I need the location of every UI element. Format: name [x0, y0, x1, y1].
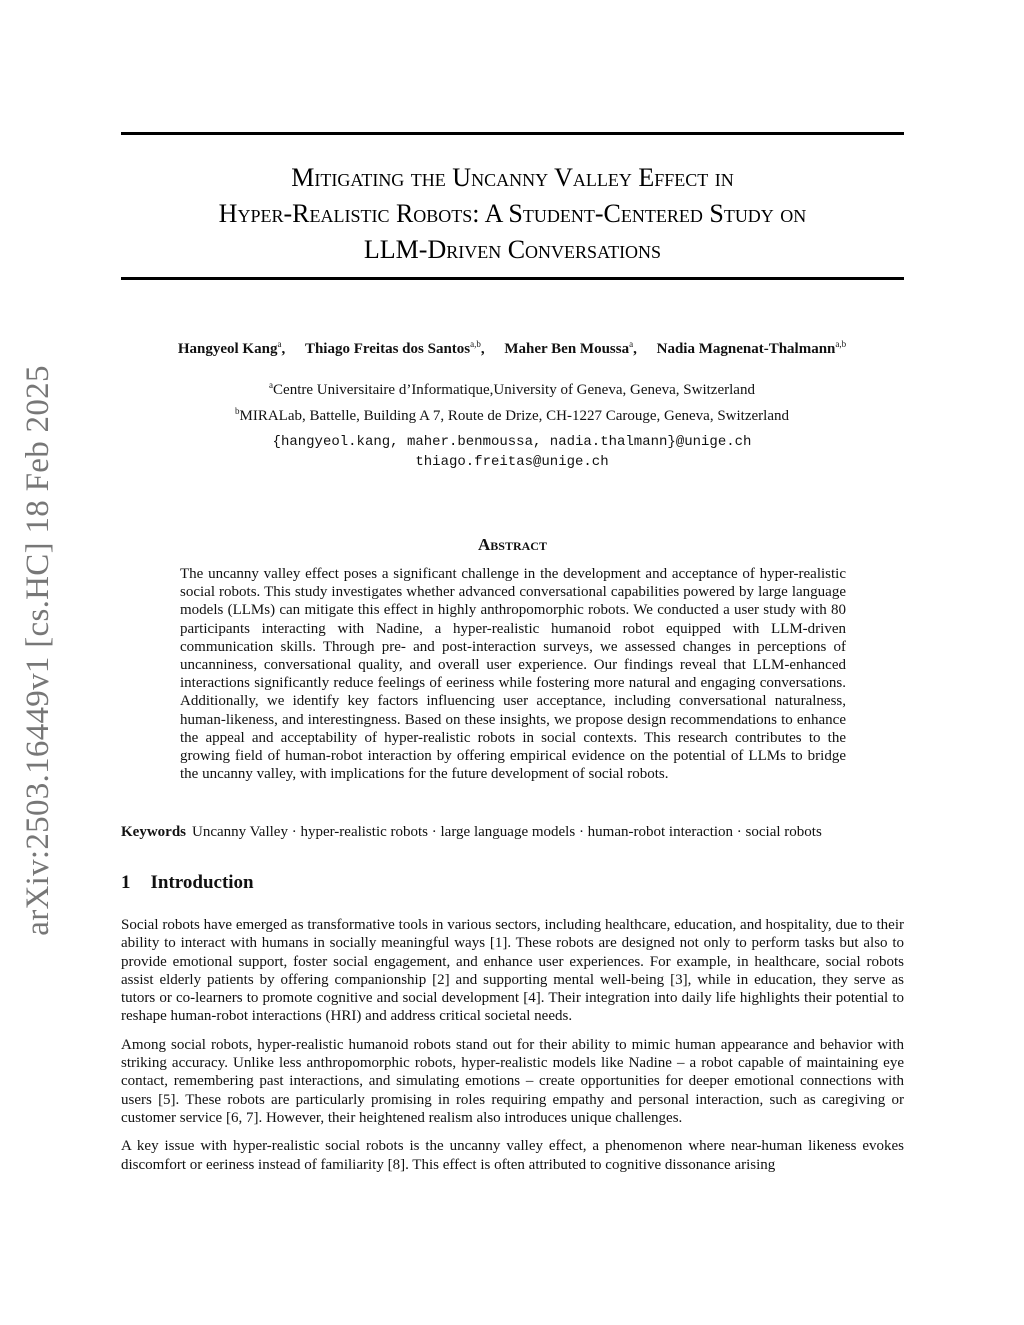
title-line-3: LLM-Driven Conversations [363, 235, 662, 264]
section-number: 1 [121, 872, 131, 893]
email-line-1: {hangyeol.kang, maher.benmoussa, nadia.thalmann}@unige.ch [272, 434, 752, 450]
author-affil-mark: a,b [835, 339, 847, 349]
body-text [121, 916, 904, 1184]
affiliation-mark: b [235, 406, 240, 416]
title-line-2: Hyper-Realistic Robots: A Student-Centered Study on [218, 199, 807, 228]
author-1: Hangyeol Kang$^a$, [177, 339, 286, 357]
paper-title [121, 160, 904, 268]
author-4 [657, 341, 847, 357]
paragraph: A key issue with hyper-realistic social robots is the uncanny valley effect, a phenomenon where near-human likeness evokes discomfort or eeriness instead of familiarity [8]. This effect is often attributed to cognitive dissonance arising [121, 1138, 904, 1173]
keywords-label: Keywords [121, 824, 186, 840]
paragraph: Social robots have emerged as transformative tools in various sectors, including healthcare, education, and hospitality, due to their ability to interact with humans in socially meaningful ways [1]. These robots are designed not only to perform tasks but also to provide emotional support, foster social engagement, and enhance user experiences. For example, in healthcare, social robots assist elderly patients by offering companionship [2] and supporting mental well-being [3], while in education, they serve as tutors or co-learners to promote cognitive and social development [4]. Their integration into daily life highlights their potential to reshape human-robot interactions (HRI) and address critical societal needs. [121, 917, 904, 1025]
keywords-text: Uncanny Valley · hyper-realistic robots · large language models · human-robot interaction · social robots [192, 824, 822, 840]
affiliation-b [60, 401, 964, 427]
affiliation-text: MIRALab, Battelle, Building A 7, Route de Drize, CH-1227 Carouge, Geneva, Switzerland [239, 408, 789, 424]
author-emails [60, 432, 964, 472]
title-line-1: Mitigating the Uncanny Valley Effect in [291, 163, 734, 192]
title-rule-bottom [121, 277, 904, 280]
title-rule-top [121, 132, 904, 135]
section-title: Introduction [150, 872, 254, 893]
author-list [60, 339, 964, 358]
author-name: Nadia Magnenat-Thalmann [656, 341, 836, 357]
keywords [121, 824, 921, 841]
author-name: Thiago Freitas dos Santos [304, 341, 471, 357]
affiliation-a [60, 375, 964, 401]
affiliation-mark: a [269, 380, 274, 390]
abstract-text: The uncanny valley effect poses a significant challenge in the development and acceptance of hyper-realistic social robots. This study investigates whether advanced conversational capabilities powered by large language models (LLMs) can mitigate this effect in highly anthropomorphic robots. We conducted a user study with 80 participants interacting with Nadine, a hyper-realistic humanoid robot equipped with LLM-driven communication skills. Through pre- and post-interaction surveys, we assessed changes in perceptions of uncanniness, conversational quality, and overall user experience. Our findings reveal that LLM-enhanced interactions significantly reduce feelings of eeriness while fostering more natural and engaging conversations. Additionally, we identify key factors influencing user acceptance, including conversational naturalness, human-likeness, and interestingness. Based on these insights, we propose design recommendations to enhance the appeal and acceptability of hyper-realistic robots in social contexts. This research contributes to the growing field of human-robot interaction by offering empirical evidence on the potential of LLMs to bridge the uncanny valley, with implications for the future development of social robots. [180, 566, 846, 783]
arxiv-identifier: arXiv:2503.16449v1 [cs.HC] 18 Feb 2025 [19, 364, 56, 936]
author-affil-mark: a [277, 339, 282, 349]
author-affil-mark: a [629, 339, 634, 349]
author-name: Hangyeol Kang [177, 341, 278, 357]
affiliations [60, 375, 964, 427]
author-2: Thiago Freitas dos Santos$^{a,b}$, [304, 339, 485, 357]
affiliation-text: Centre Universitaire d’Informatique,University of Geneva, Geneva, Switzerland [273, 382, 755, 398]
arxiv-sidebar [12, 355, 64, 945]
author-name: Maher Ben Moussa [504, 341, 630, 357]
email-line-2: thiago.freitas@unige.ch [415, 454, 609, 470]
abstract-heading: Abstract [478, 535, 547, 554]
author-affil-mark: a,b [470, 339, 481, 349]
author-3: Maher Ben Moussa$^a$, [504, 339, 637, 357]
paragraph: Among social robots, hyper-realistic humanoid robots stand out for their ability to mimic human appearance and behavior with striking accuracy. Unlike less anthropomorphic robots, hyper-realistic models like Nadine – a robot capable of maintaining eye contact, remembering past interactions, and simulating emotions – create opportunities for deeper emotional connections with users [5]. These robots are particularly promising in roles requiring empathy and personal interaction, such as caregiving or customer service [6, 7]. However, their heightened realism also introduces unique challenges. [121, 1036, 904, 1126]
section-heading [121, 872, 254, 894]
